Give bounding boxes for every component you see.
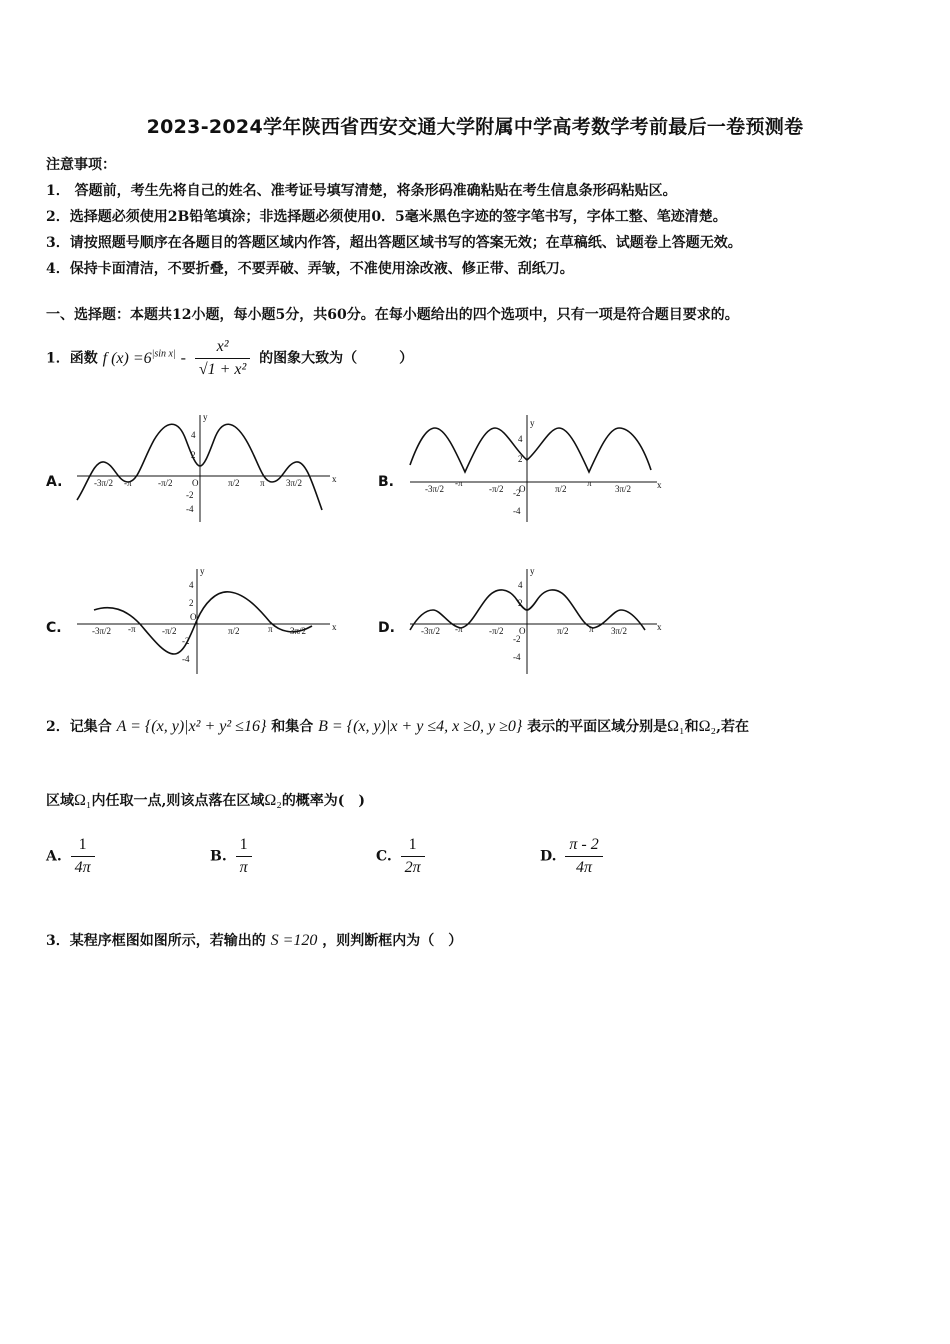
q1-prefix: 1．函数: [46, 350, 98, 367]
option-a-label: A.: [46, 474, 63, 490]
tick-label: -π/2: [489, 626, 504, 636]
tick-label: π/2: [557, 626, 569, 636]
q2-option-b: B. $\frac{1}{\pi}$: [210, 836, 256, 877]
q2-line2-c: 的概率为( ): [281, 793, 366, 809]
notice-heading: 注意事项：: [46, 157, 116, 173]
q2-line2-a: 区域: [46, 793, 74, 809]
tick-label: -2: [513, 634, 521, 644]
tick-label: 4: [518, 580, 523, 590]
tick-label-origin: O: [519, 484, 526, 494]
tick-label: -3π/2: [92, 626, 112, 636]
tick-label: 4: [189, 580, 194, 590]
q2-prefix: 2．记集合: [46, 719, 112, 735]
q2-omega2: Ω₂: [698, 718, 717, 735]
tick-label: π: [589, 624, 594, 634]
tick-label: 3π/2: [611, 626, 628, 636]
notice-item: 4．保持卡面清洁，不要折叠，不要弄破、弄皱，不准使用涂改液、修正带、刮纸刀。: [46, 261, 574, 277]
option-label: D.: [540, 848, 557, 865]
q2-omega1-ref: Ω₁: [74, 792, 92, 809]
tick-label: 3π/2: [290, 626, 307, 636]
tick-label: -3π/2: [94, 478, 114, 488]
q2-set-a: A = {(x, y)|x² + y² ≤16}: [116, 718, 267, 735]
tick-label: -4: [513, 652, 521, 662]
q2-set-b: B = {(x, y)|x + y ≤4, x ≥0, y ≥0}: [318, 718, 523, 735]
option-label: C.: [376, 848, 392, 865]
tick-label: -3π/2: [421, 626, 441, 636]
tick-label: π: [268, 624, 273, 634]
notice-item: 1． 答题前，考生先将自己的姓名、准考证号填写清楚，将条形码准确粘贴在考生信息条形码粘贴区。: [46, 183, 677, 199]
tick-label: -π: [128, 624, 136, 634]
tick-label: -4: [182, 654, 190, 664]
option-b-label: B.: [378, 474, 394, 490]
tick-label: -π/2: [489, 484, 504, 494]
graph-c: [72, 566, 337, 676]
axis-label-y: y: [203, 412, 208, 422]
q2-omega1: Ω₁: [667, 718, 685, 735]
graph-b: [405, 410, 665, 525]
tick-label: π/2: [228, 626, 240, 636]
axis-label-y: y: [530, 418, 535, 428]
option-c-label: C.: [46, 620, 62, 636]
tick-label-origin: O: [519, 626, 526, 636]
axis-label-x: x: [332, 622, 337, 632]
question-1: [46, 338, 413, 379]
q1-minus: -: [180, 349, 186, 367]
q2-suffix1: 表示的平面区域分别是: [527, 719, 668, 735]
tick-label: 4: [191, 430, 196, 440]
tick-label: -4: [186, 504, 194, 514]
tick-label: -π/2: [162, 626, 177, 636]
q3-prefix: 3．某程序框图如图所示，若输出的: [46, 933, 266, 949]
axis-label-x: x: [332, 474, 337, 484]
q3-suffix: ，则判断框内为（ ）: [322, 933, 463, 949]
tick-label: 2: [189, 598, 194, 608]
tick-label: -2: [186, 490, 194, 500]
notice-item: 3．请按照题号顺序在各题目的答题区域内作答，超出答题区域书写的答案无效；在草稿纸、试题卷上答题无效。: [46, 235, 742, 251]
axis-label-x: x: [657, 480, 662, 490]
q2-suffix2: ,若在: [716, 719, 749, 735]
tick-label: -2: [182, 636, 190, 646]
graph-a: [72, 410, 337, 525]
tick-label: 4: [518, 434, 523, 444]
axis-label-x: x: [657, 622, 662, 632]
question-2: [46, 716, 749, 736]
q2-mid: 和集合: [271, 719, 314, 735]
option-label: B.: [210, 848, 227, 865]
q1-suffix: 的图象大致为（ ）: [259, 350, 414, 367]
axis-label-y: y: [530, 566, 535, 576]
question-3: [46, 930, 462, 950]
tick-label: 2: [518, 598, 523, 608]
q2-option-a: A. $\frac{1}{4\pi}$: [46, 836, 99, 877]
q1-func: f $(x) =6^{|sin x|}$: [102, 348, 176, 367]
q2-option-c: C. $\frac{1}{2\pi}$: [376, 836, 429, 877]
tick-label: -π: [124, 478, 132, 488]
question-2-line2: [46, 790, 365, 810]
tick-label: -π/2: [158, 478, 173, 488]
tick-label: -3π/2: [425, 484, 445, 494]
tick-label: 2: [191, 450, 196, 460]
option-d-label: D.: [378, 620, 395, 636]
tick-label: π/2: [555, 484, 567, 494]
axis-label-y: y: [200, 566, 205, 576]
section-heading: 一、选择题：本题共12小题，每小题5分，共60分。在每小题给出的四个选项中，只有一项是符合题目要求的。: [46, 307, 739, 323]
graph-d: [405, 566, 665, 676]
q3-expr: S =120: [270, 932, 318, 949]
q2-omega2-ref: Ω₂: [264, 792, 282, 809]
tick-label: π: [260, 478, 265, 488]
option-label: A.: [46, 848, 62, 865]
tick-label: 3π/2: [286, 478, 303, 488]
tick-label: -π: [455, 624, 463, 634]
tick-label: 2: [518, 454, 523, 464]
tick-label: -4: [513, 506, 521, 516]
tick-label: π: [587, 478, 592, 488]
tick-label: -π: [455, 478, 463, 488]
tick-label-origin: O: [192, 478, 199, 488]
q2-option-d: D. $\frac{\pi - 2}{4\pi}$: [540, 836, 607, 877]
q2-and: 和: [684, 719, 699, 735]
q2-line2-b: 内任取一点,则该点落在区域: [91, 793, 265, 809]
tick-label: -2: [513, 488, 521, 498]
notice-item: 2．选择题必须使用2B铅笔填涂；非选择题必须使用0．5毫米黑色字迹的签字笔书写，字体工整、笔迹清楚。: [46, 209, 727, 225]
page-title: 2023-2024学年陕西省西安交通大学附属中学高考数学考前最后一卷预测卷: [146, 116, 804, 138]
tick-label: 3π/2: [615, 484, 632, 494]
q1-fraction: $\frac{\text{x²}}{\text{√1 + x²}}$: [195, 338, 250, 379]
tick-label: π/2: [228, 478, 240, 488]
tick-label-origin: O: [190, 612, 197, 622]
